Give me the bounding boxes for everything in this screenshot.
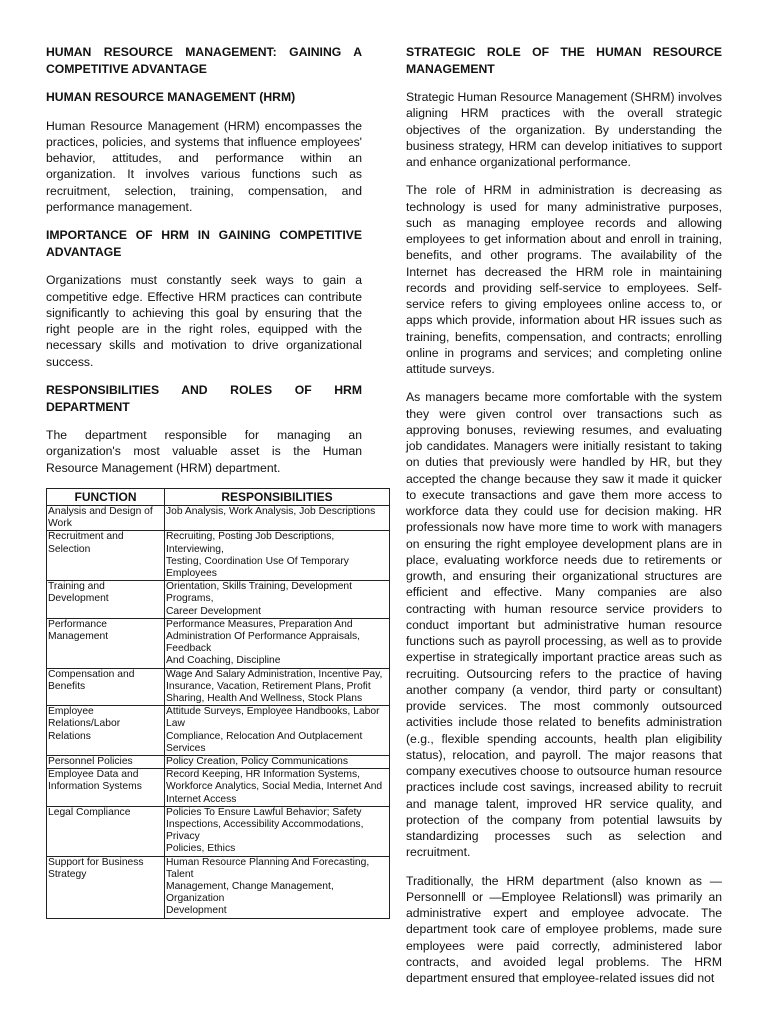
left-column [46,44,383,919]
function-cell: Training and Development [47,581,165,619]
table-row [47,806,390,856]
responsibility-line: Orientation, Skills Training, Development Programs, [166,581,353,605]
paragraph-administration: The role of HRM in administration is decreasing as technology is used for many administrative purposes, such as managing employee records and allowing employees to get information about and enroll in training, benefits, and other programs. The availability of the Internet has decreased the HRM role in maintaining records and providing self-service to employees. Self-service refers to giving employees online access to, or apps which provide, information about HR issues such as training, benefits, compensation, and contracts; enrolling online in programs and services; and completing online attitude surveys. [406,183,722,376]
responsibilities-cell [165,856,390,918]
paragraph-shrm: Strategic Human Resource Management (SHRM) involves aligning HRM practices with the overall strategic objectives of the organization. By understanding the business strategy, HRM can develop initiatives to support and enhance organizational performance. [406,90,722,169]
responsibility-line: Development [166,905,227,917]
table-row [47,756,390,769]
responsibilities-cell [165,531,390,581]
responsibility-line: Human Resource Planning And Forecasting, Talent [166,856,370,880]
responsibility-line: Recruiting, Posting Job Descriptions, Interviewing, [166,531,335,555]
document-title: HUMAN RESOURCE MANAGEMENT: GAINING A COMPETITIVE ADVANTAGE [46,45,362,76]
responsibility-line: And Coaching, Discipline [166,655,281,667]
table-row [47,531,390,581]
table-row [47,505,390,530]
function-cell: Employee Data and Information Systems [47,769,165,807]
function-cell: Recruitment and Selection [47,531,165,581]
heading-hrm: HUMAN RESOURCE MANAGEMENT (HRM) [46,90,296,104]
paragraph-hrm: Human Resource Management (HRM) encompasses the practices, policies, and systems that influence employees' behavior, attitudes, and performance within an organization. It involves various functions such as recruitment, selection, training, compensation, and performance management. [46,118,362,214]
responsibility-line: Career Development [166,605,262,617]
paragraph-responsibilities: The department responsible for managing an organization's most valuable asset is the Human Resource Management (HRM) department. [46,428,362,475]
responsibility-line: Job Analysis, Work Analysis, Job Descriptions [166,505,376,517]
responsibility-line: Testing, Coordination Use Of Temporary Employees [166,555,349,579]
table-header-row [47,488,390,505]
table-row [47,706,390,756]
right-column [406,44,722,998]
table-row [47,581,390,619]
function-cell: Legal Compliance [47,806,165,856]
responsibility-line: Management, Change Management, Organization [166,881,334,905]
table-row [47,668,390,706]
responsibilities-cell [165,618,390,668]
responsibility-line: Policies, Ethics [166,843,236,855]
responsibility-line: Compliance, Relocation And Outplacement Services [166,730,363,754]
table-body [47,505,390,918]
function-cell: Performance Management [47,618,165,668]
responsibilities-cell [165,581,390,619]
responsibility-line: Performance Measures, Preparation And Administration Of Performance Appraisals, Feedback [166,618,361,655]
function-cell: Employee Relations/Labor Relations [47,706,165,756]
function-cell: Analysis and Design of Work [47,505,165,530]
paragraph-importance: Organizations must constantly seek ways to gain a competitive edge. Effective HRM practices can contribute significantly to achieving this goal by ensuring that the right people are in the right roles, equipped with the necessary skills and motivation to drive organizational success. [46,273,362,369]
responsibilities-cell [165,806,390,856]
responsibility-line: Insurance, Vacation, Retirement Plans, Profit Sharing, Health And Wellness, Stock Plans [166,680,371,704]
responsibility-line: Internet Access [166,793,237,805]
function-cell: Support for Business Strategy [47,856,165,918]
responsibilities-cell [165,706,390,756]
section-title-strategic: STRATEGIC ROLE OF THE HUMAN RESOURCE MANAGEMENT [406,45,722,76]
header-responsibilities: RESPONSIBILITIES [165,488,390,505]
responsibility-line: Record Keeping, HR Information Systems, Workforce Analytics, Social Media, Internet And [166,769,383,793]
responsibility-line: Policy Creation, Policy Communications [166,756,348,768]
responsibilities-cell [165,505,390,530]
function-cell: Compensation and Benefits [47,668,165,706]
hr-functions-table [46,488,390,919]
paragraph-traditionally: Traditionally, the HRM department (also known as —Personnel‖ or —Employee Relations‖) was primarily an administrative expert and employee advocate. The department took care of employee problems, made sure employees were paid correctly, administered labor contracts, and avoided legal problems. The HRM department ensured that employee-related issues did not [406,873,722,985]
table-row [47,618,390,668]
responsibilities-cell [165,668,390,706]
paragraph-managers: As managers became more comfortable with the system they were given control over transactions such as approving bonuses, reviewing resumes, and evaluating job candidates. Managers were initially resistant to taking on duties that previously were handled by HR, but they accepted the change because they saw it made it quicker to execute transactions and gave them more access to workforce data they could use for decision making. HR professionals now have more time to work with managers on ensuring the right employee development plans are in place, evaluating workforce needs due to retirements or growth, and ensuring their organizational structures are efficient and effective. Many companies are also contracting with human resource service providers to conduct important but administrative human resource functions such as payroll processing, as well as to provide expertise in strategically important practice areas such as recruiting. Outsourcing refers to the practice of having another company (a vendor, third party or consultant) provide services. The most commonly outsourced activities include those related to benefits administration (e.g., flexible spending accounts, health plan eligibility status), relocation, and payroll. The major reasons that company executives choose to outsource human resource practices include cost savings, increased ability to recruit and manage talent, improved HR service quality, and protection of the company from potential lawsuits by standardizing processes such as selection and recruitment. [406,390,722,860]
function-cell: Personnel Policies [47,756,165,769]
heading-importance: IMPORTANCE OF HRM IN GAINING COMPETITIVE ADVANTAGE [46,228,362,259]
responsibilities-cell [165,756,390,769]
table-row [47,769,390,807]
responsibility-line: Policies To Ensure Lawful Behavior; Safety Inspections, Accessibility Accommodations, Privacy [166,806,364,843]
responsibilities-cell [165,769,390,807]
table-row [47,856,390,918]
heading-responsibilities: RESPONSIBILITIES AND ROLES OF HRM DEPARTMENT [46,383,362,414]
responsibility-line: Wage And Salary Administration, Incentive Pay, [166,668,383,680]
responsibility-line: Attitude Surveys, Employee Handbooks, Labor Law [166,706,380,730]
header-function: FUNCTION [47,488,165,505]
